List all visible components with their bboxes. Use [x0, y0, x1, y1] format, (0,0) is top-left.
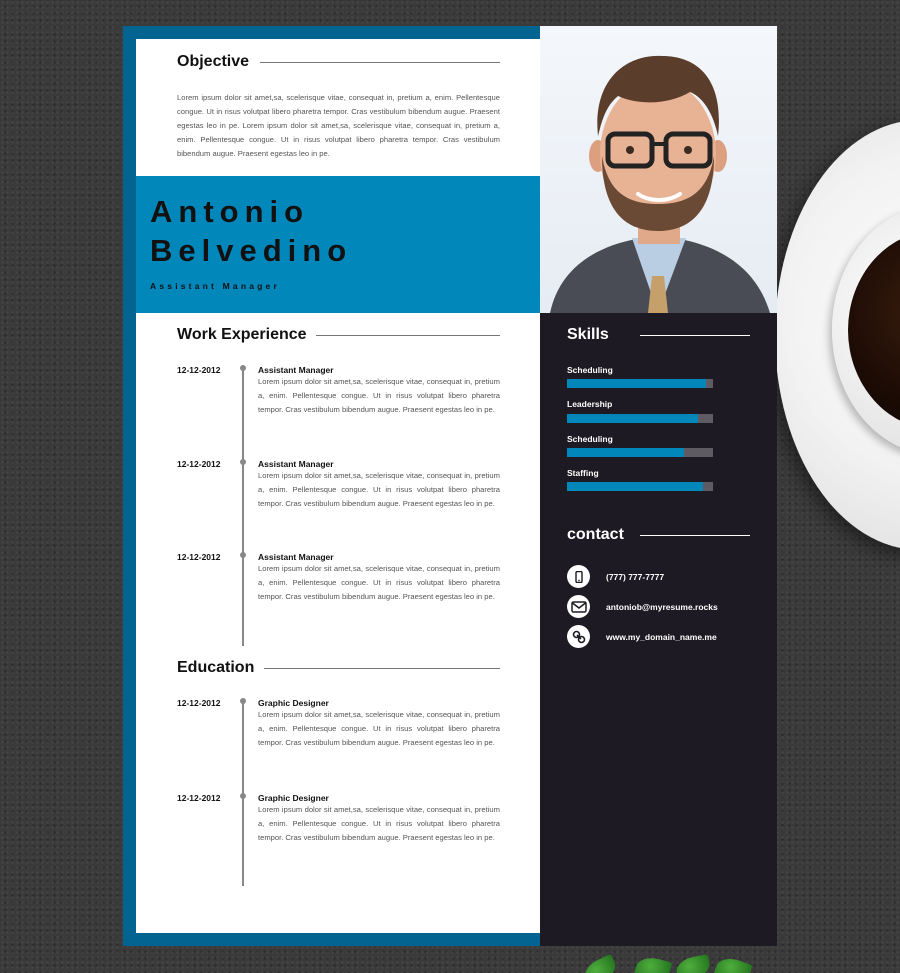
link-icon — [567, 625, 590, 648]
mail-icon — [567, 595, 590, 618]
education-description: Lorem ipsum dolor sit amet,sa, scelerisque vitae, consequat in, pretium a, enim. Pellentesque congue. Ut in risus volutpat libero pharetra tempor. Cras vestibulum bibendum augue. Praesent egestas leo in pe. — [258, 710, 500, 747]
skill-bar — [567, 482, 713, 491]
education-title: Education — [177, 659, 255, 676]
plant-leaf — [634, 954, 673, 973]
education-date: 12-12-2012 — [177, 698, 221, 708]
objective-title: Objective — [177, 53, 250, 70]
work-timeline — [242, 368, 244, 646]
work-rule — [316, 335, 500, 336]
contact-email[interactable]: antoniob@myresume.rocks — [606, 602, 718, 612]
work-description: Lorem ipsum dolor sit amet,sa, scelerisque vitae, consequat in, pretium a, enim. Pellentesque congue. Ut in risus volutpat libero pharetra tempor. Cras vestibulum bibendum augue. Praesent egestas leo in pe. — [258, 377, 500, 414]
skill-bar — [567, 414, 713, 423]
work-date: 12-12-2012 — [177, 552, 221, 562]
skill-bar — [567, 379, 713, 388]
skill-bar-fill — [567, 414, 698, 423]
work-description: Lorem ipsum dolor sit amet,sa, scelerisque vitae, consequat in, pretium a, enim. Pellentesque congue. Ut in risus volutpat libero pharetra tempor. Cras vestibulum bibendum augue. Praesent egestas leo in pe. — [258, 471, 500, 508]
education-date: 12-12-2012 — [177, 793, 221, 803]
work-date: 12-12-2012 — [177, 459, 221, 469]
objective-rule — [260, 62, 500, 63]
skill-bar — [567, 448, 713, 457]
timeline-dot — [240, 793, 246, 799]
skill-label: Scheduling — [567, 434, 613, 444]
work-job-title: Assistant Manager — [258, 459, 334, 469]
resume-document — [123, 26, 777, 946]
skills-title: Skills — [567, 326, 609, 343]
work-experience-title: Work Experience — [177, 326, 307, 343]
contact-title: contact — [567, 526, 624, 543]
plant-leaf — [713, 954, 752, 973]
contact-phone[interactable]: (777) 777-7777 — [606, 572, 665, 582]
timeline-dot — [240, 552, 246, 558]
timeline-dot — [240, 365, 246, 371]
skill-label: Leadership — [567, 399, 613, 409]
education-description: Lorem ipsum dolor sit amet,sa, scelerisque vitae, consequat in, pretium a, enim. Pellentesque congue. Ut in risus volutpat libero pharetra tempor. Cras vestibulum bibendum augue. Praesent egestas leo in pe. — [258, 805, 500, 842]
job-role: Assistant Manager — [150, 281, 280, 291]
work-date: 12-12-2012 — [177, 365, 221, 375]
work-job-title: Assistant Manager — [258, 552, 334, 562]
plant-leaf — [580, 954, 620, 973]
profile-photo — [540, 26, 777, 313]
contact-rule — [640, 535, 750, 536]
plant-leaf — [674, 954, 711, 973]
skill-label: Staffing — [567, 468, 599, 478]
education-title-item: Graphic Designer — [258, 793, 329, 803]
skill-bar-fill — [567, 482, 703, 491]
skill-label: Scheduling — [567, 365, 613, 375]
first-name: Antonio — [150, 194, 310, 229]
timeline-dot — [240, 698, 246, 704]
skill-bar-fill — [567, 448, 684, 457]
work-description: Lorem ipsum dolor sit amet,sa, scelerisque vitae, consequat in, pretium a, enim. Pellentesque congue. Ut in risus volutpat libero pharetra tempor. Cras vestibulum bibendum augue. Praesent egestas leo in pe. — [258, 564, 500, 601]
work-job-title: Assistant Manager — [258, 365, 334, 375]
portrait-image — [540, 26, 777, 313]
contact-website[interactable]: www.my_domain_name.me — [606, 632, 717, 642]
phone-icon — [567, 565, 590, 588]
education-title-item: Graphic Designer — [258, 698, 329, 708]
objective-text: Lorem ipsum dolor sit amet,sa, scelerisque vitae, consequat in, pretium a, enim. Pellentesque congue. Ut in risus volutpat libero pharetra tempor. Cras vestibulum bibendum augue. Praesent egestas leo in pe. Lorem ipsum dolor sit amet,sa, scelerisque vitae, consequat in, pretium a, enim. Pellentesque congue. Ut in risus volutpat libero pharetra tempor. Cras vestibulum bibendum augue. Praesent egestas leo in pe. — [177, 93, 500, 158]
education-rule — [264, 668, 500, 669]
skill-bar-fill — [567, 379, 706, 388]
last-name: Belvedino — [150, 233, 353, 268]
skills-rule — [640, 335, 750, 336]
timeline-dot — [240, 459, 246, 465]
